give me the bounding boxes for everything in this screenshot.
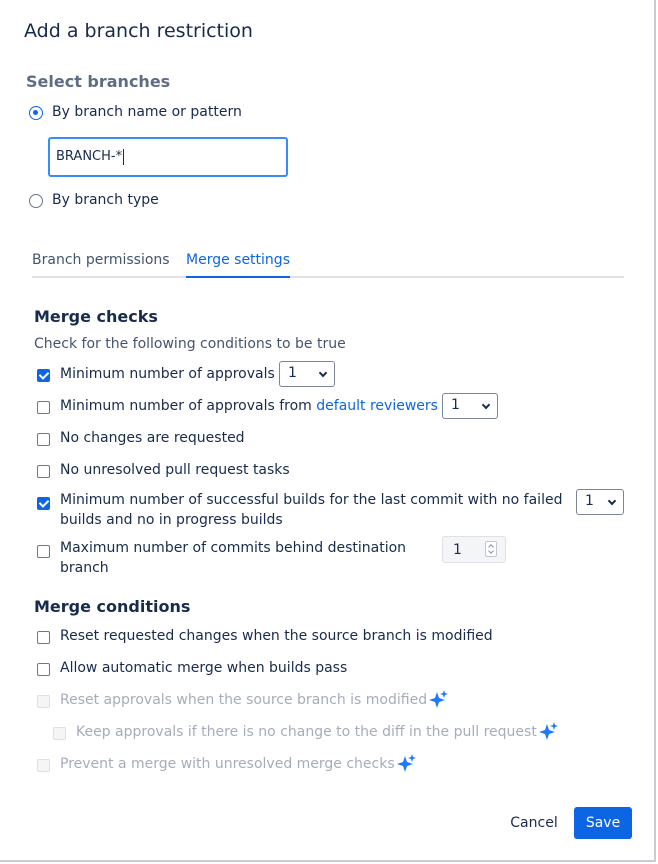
chevron-down-icon[interactable] <box>488 548 494 554</box>
allow-automatic-merge-label: Allow automatic merge when builds pass <box>60 660 348 676</box>
radio-by-type[interactable] <box>29 194 43 208</box>
min-successful-builds-label-line2: builds and no in progress builds <box>60 512 283 528</box>
branch-pattern-input[interactable] <box>48 137 288 177</box>
text-caret <box>123 149 124 165</box>
reset-requested-changes-label: Reset requested changes when the source branch is modified <box>60 628 493 644</box>
prevent-merge-unresolved-label: Prevent a merge with unresolved merge checks <box>60 756 395 772</box>
min-approvals-label: Minimum number of approvals <box>60 366 275 382</box>
no-changes-requested-label: No changes are requested <box>60 430 245 446</box>
max-commits-behind-value: 1 <box>453 542 462 558</box>
no-unresolved-tasks-label: No unresolved pull request tasks <box>60 462 290 478</box>
sparkle-icon <box>395 753 417 775</box>
radio-by-pattern-label[interactable]: By branch name or pattern <box>52 104 242 120</box>
save-button[interactable]: Save <box>574 807 632 839</box>
chevron-down-icon <box>319 369 327 377</box>
merge-conditions-heading: Merge conditions <box>34 597 191 616</box>
cancel-button[interactable]: Cancel <box>500 807 568 839</box>
merge-checks-heading: Merge checks <box>34 307 158 326</box>
checkbox-min-approvals[interactable] <box>37 369 50 382</box>
checkbox-prevent-merge-unresolved <box>37 759 50 772</box>
checkbox-min-successful-builds[interactable] <box>37 497 50 510</box>
min-successful-builds-select[interactable] <box>576 489 624 515</box>
tab-active-indicator <box>186 276 290 278</box>
reset-approvals-label: Reset approvals when the source branch is modified <box>60 692 428 708</box>
radio-by-type-label[interactable]: By branch type <box>52 192 159 208</box>
checkbox-no-changes-requested[interactable] <box>37 433 50 446</box>
checkbox-reset-approvals <box>37 695 50 708</box>
min-approvals-default-reviewers-select[interactable] <box>442 393 498 419</box>
min-successful-builds-select-value: 1 <box>585 493 594 509</box>
sparkle-icon <box>537 721 559 743</box>
tab-branch-permissions[interactable]: Branch permissions <box>32 252 170 268</box>
checkbox-reset-requested-changes[interactable] <box>37 631 50 644</box>
tab-merge-settings[interactable]: Merge settings <box>186 252 290 268</box>
default-reviewers-link[interactable]: default reviewers <box>316 398 438 414</box>
stepper-arrows[interactable] <box>485 541 497 557</box>
max-commits-behind-stepper[interactable] <box>442 536 506 563</box>
branch-pattern-value: BRANCH-* <box>56 149 123 164</box>
checkbox-keep-approvals <box>53 727 66 740</box>
checkbox-allow-automatic-merge[interactable] <box>37 663 50 676</box>
min-approvals-select-value: 1 <box>288 365 297 381</box>
select-branches-heading: Select branches <box>26 72 171 91</box>
min-successful-builds-label-line1: Minimum number of successful builds for the last commit with no failed <box>60 492 563 508</box>
checkbox-no-unresolved-tasks[interactable] <box>37 465 50 478</box>
checkbox-max-commits-behind[interactable] <box>37 545 50 558</box>
chevron-down-icon <box>482 401 490 409</box>
dialog-title: Add a branch restriction <box>24 20 253 42</box>
min-approvals-default-reviewers-select-value: 1 <box>451 397 460 413</box>
merge-checks-description: Check for the following conditions to be true <box>34 336 346 352</box>
max-commits-behind-label-line1: Maximum number of commits behind destination <box>60 540 407 556</box>
min-approvals-default-reviewers-label: Minimum number of approvals from default reviewers <box>60 398 438 414</box>
tab-divider <box>32 276 624 278</box>
checkbox-min-approvals-default-reviewers[interactable] <box>37 401 50 414</box>
sparkle-icon <box>427 689 449 711</box>
keep-approvals-label: Keep approvals if there is no change to the diff in the pull request <box>76 724 537 740</box>
chevron-down-icon <box>608 497 616 505</box>
min-approvals-select[interactable] <box>279 361 335 387</box>
max-commits-behind-label-line2: branch <box>60 560 109 576</box>
radio-by-pattern[interactable] <box>29 106 43 120</box>
